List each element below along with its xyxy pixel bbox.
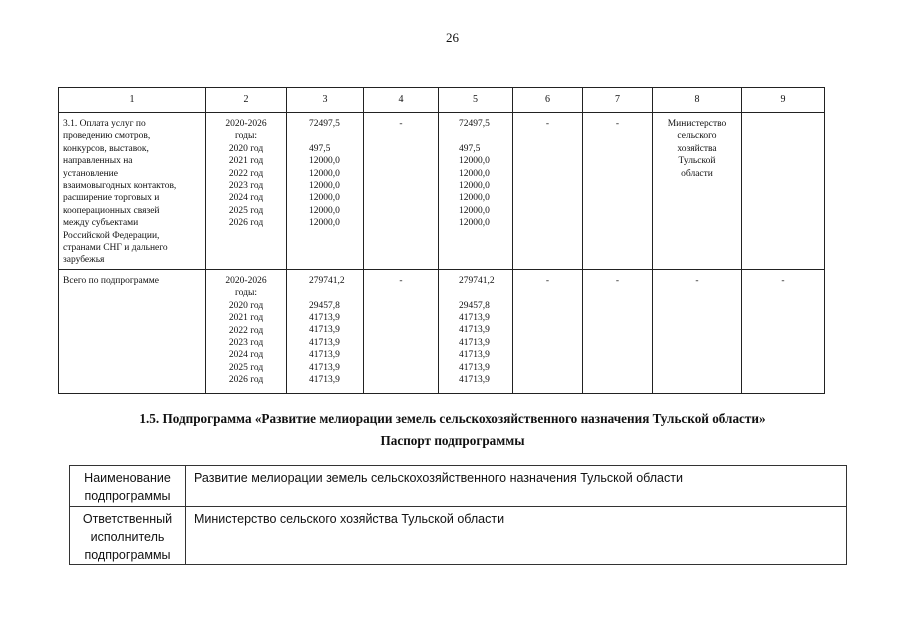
item-name-line: 3.1. Оплата услуг по	[63, 119, 146, 129]
period-line: 2020 год	[228, 143, 264, 154]
amount-value: 12000,0	[309, 181, 340, 192]
period-line: 2024 год	[228, 350, 264, 361]
amount-cell	[439, 269, 513, 393]
table-row	[59, 269, 825, 393]
section-title: 1.5. Подпрограмма «Развитие мелиорации земель сельскохозяйственного назначения Тульской области»	[139, 411, 766, 426]
dash-cell: -	[583, 113, 653, 270]
period-line: 2022 год	[228, 168, 264, 179]
amount-value: 29457,8	[459, 300, 490, 311]
passport-label-line: Ответственный	[82, 512, 173, 526]
period-line: 2023 год	[228, 337, 264, 348]
table-header-row	[59, 88, 825, 113]
period-line: 2026 год	[228, 218, 264, 229]
passport-label	[70, 507, 186, 565]
item-name-line: расширение торговых и	[63, 193, 160, 204]
amount-value: 41713,9	[309, 337, 340, 348]
header-cell: 3	[287, 88, 364, 113]
header-cell: 6	[513, 88, 583, 113]
item-name-line: направленных на	[63, 156, 133, 167]
header-cell: 1	[59, 88, 206, 113]
passport-value: Развитие мелиорации земель сельскохозяйственного назначения Тульской области	[186, 466, 847, 507]
period-line: 2023 год	[228, 181, 264, 192]
amount-cell	[287, 113, 364, 270]
amount-value: 41713,9	[459, 375, 490, 386]
amount-value: 41713,9	[309, 375, 340, 386]
item-name-line: между субъектами	[63, 218, 139, 229]
passport-label-line: Наименование	[84, 471, 171, 485]
amount-value: 12000,0	[459, 156, 490, 167]
period-line: 2021 год	[228, 313, 264, 324]
executor-cell	[653, 113, 742, 270]
passport-row	[70, 507, 847, 565]
passport-label-line: исполнитель	[90, 530, 165, 544]
period-line: 2022 год	[228, 325, 264, 336]
item-name-line: проведению смотров,	[63, 131, 151, 142]
amount-value: 12000,0	[459, 193, 490, 204]
empty-cell	[742, 113, 825, 270]
item-name-line: Российской Федерации,	[63, 230, 160, 241]
amount-value: 12000,0	[459, 205, 490, 216]
amount-cell	[439, 113, 513, 270]
amount-value: 12000,0	[309, 193, 340, 204]
dash-cell: -	[653, 269, 742, 393]
passport-table	[69, 465, 847, 565]
amount-value: 12000,0	[309, 168, 340, 179]
dash-cell: -	[364, 269, 439, 393]
period-line: 2020 год	[228, 300, 264, 311]
passport-label-line: подпрограммы	[84, 489, 171, 503]
page-number: 26	[446, 30, 459, 45]
amount-value: 279741,2	[459, 275, 495, 286]
budget-table	[58, 87, 825, 394]
dash-cell: -	[513, 113, 583, 270]
header-cell: 5	[439, 88, 513, 113]
period-line: 2020-2026	[225, 119, 267, 129]
period-cell	[206, 269, 287, 393]
executor-line: сельского	[677, 131, 717, 142]
passport-row	[70, 466, 847, 507]
table-row	[59, 113, 825, 270]
period-line: 2020-2026	[225, 275, 267, 286]
passport-label	[70, 466, 186, 507]
amount-value: 12000,0	[309, 156, 340, 167]
period-line: годы:	[235, 288, 257, 299]
item-name-line: кооперационных связей	[63, 205, 160, 216]
item-name-line: странами СНГ и дальнего	[63, 243, 168, 254]
executor-line: Тульской	[678, 156, 716, 167]
amount-value: 41713,9	[459, 350, 490, 361]
amount-value: 12000,0	[459, 168, 490, 179]
amount-value: 41713,9	[309, 350, 340, 361]
header-cell: 2	[206, 88, 287, 113]
amount-value: 41713,9	[309, 325, 340, 336]
period-line: 2025 год	[228, 205, 264, 216]
executor-line: хозяйства	[677, 143, 717, 154]
amount-value: 12000,0	[459, 218, 490, 229]
dash-cell: -	[513, 269, 583, 393]
header-cell: 4	[364, 88, 439, 113]
header-cell: 8	[653, 88, 742, 113]
amount-value: 72497,5	[309, 119, 340, 129]
amount-value: 12000,0	[309, 218, 340, 229]
amount-value: 497,5	[459, 143, 481, 154]
header-cell: 9	[742, 88, 825, 113]
amount-cell	[287, 269, 364, 393]
passport-title: Паспорт подпрограммы	[380, 433, 525, 448]
amount-value: 279741,2	[309, 275, 345, 286]
amount-value: 12000,0	[309, 205, 340, 216]
item-name-cell	[59, 269, 206, 393]
amount-value: 29457,8	[309, 300, 340, 311]
passport-label-line: подпрограммы	[84, 548, 171, 562]
amount-value: 41713,9	[459, 313, 490, 324]
amount-value: 41713,9	[459, 362, 490, 373]
dash-cell: -	[364, 113, 439, 270]
amount-value: 41713,9	[309, 362, 340, 373]
amount-value: 41713,9	[459, 337, 490, 348]
passport-value: Министерство сельского хозяйства Тульской области	[186, 507, 847, 565]
period-line: годы:	[235, 131, 257, 142]
amount-value: 12000,0	[459, 181, 490, 192]
period-line: 2021 год	[228, 156, 264, 167]
item-name-line: Всего по подпрограмме	[63, 275, 159, 286]
header-cell: 7	[583, 88, 653, 113]
dash-cell: -	[742, 269, 825, 393]
item-name-line: конкурсов, выставок,	[63, 143, 149, 154]
amount-value: 497,5	[309, 143, 331, 154]
amount-value: 72497,5	[459, 119, 490, 129]
item-name-line: установление	[63, 168, 118, 179]
item-name-cell	[59, 113, 206, 270]
dash-cell: -	[583, 269, 653, 393]
amount-value: 41713,9	[459, 325, 490, 336]
item-name-line: зарубежья	[63, 255, 105, 266]
period-line: 2024 год	[228, 193, 264, 204]
period-line: 2026 год	[228, 375, 264, 386]
period-line: 2025 год	[228, 362, 264, 373]
item-name-line: взаимовыгодных контактов,	[63, 181, 177, 192]
amount-value: 41713,9	[309, 313, 340, 324]
period-cell	[206, 113, 287, 270]
executor-line: Министерство	[667, 119, 727, 129]
executor-line: области	[681, 168, 713, 179]
